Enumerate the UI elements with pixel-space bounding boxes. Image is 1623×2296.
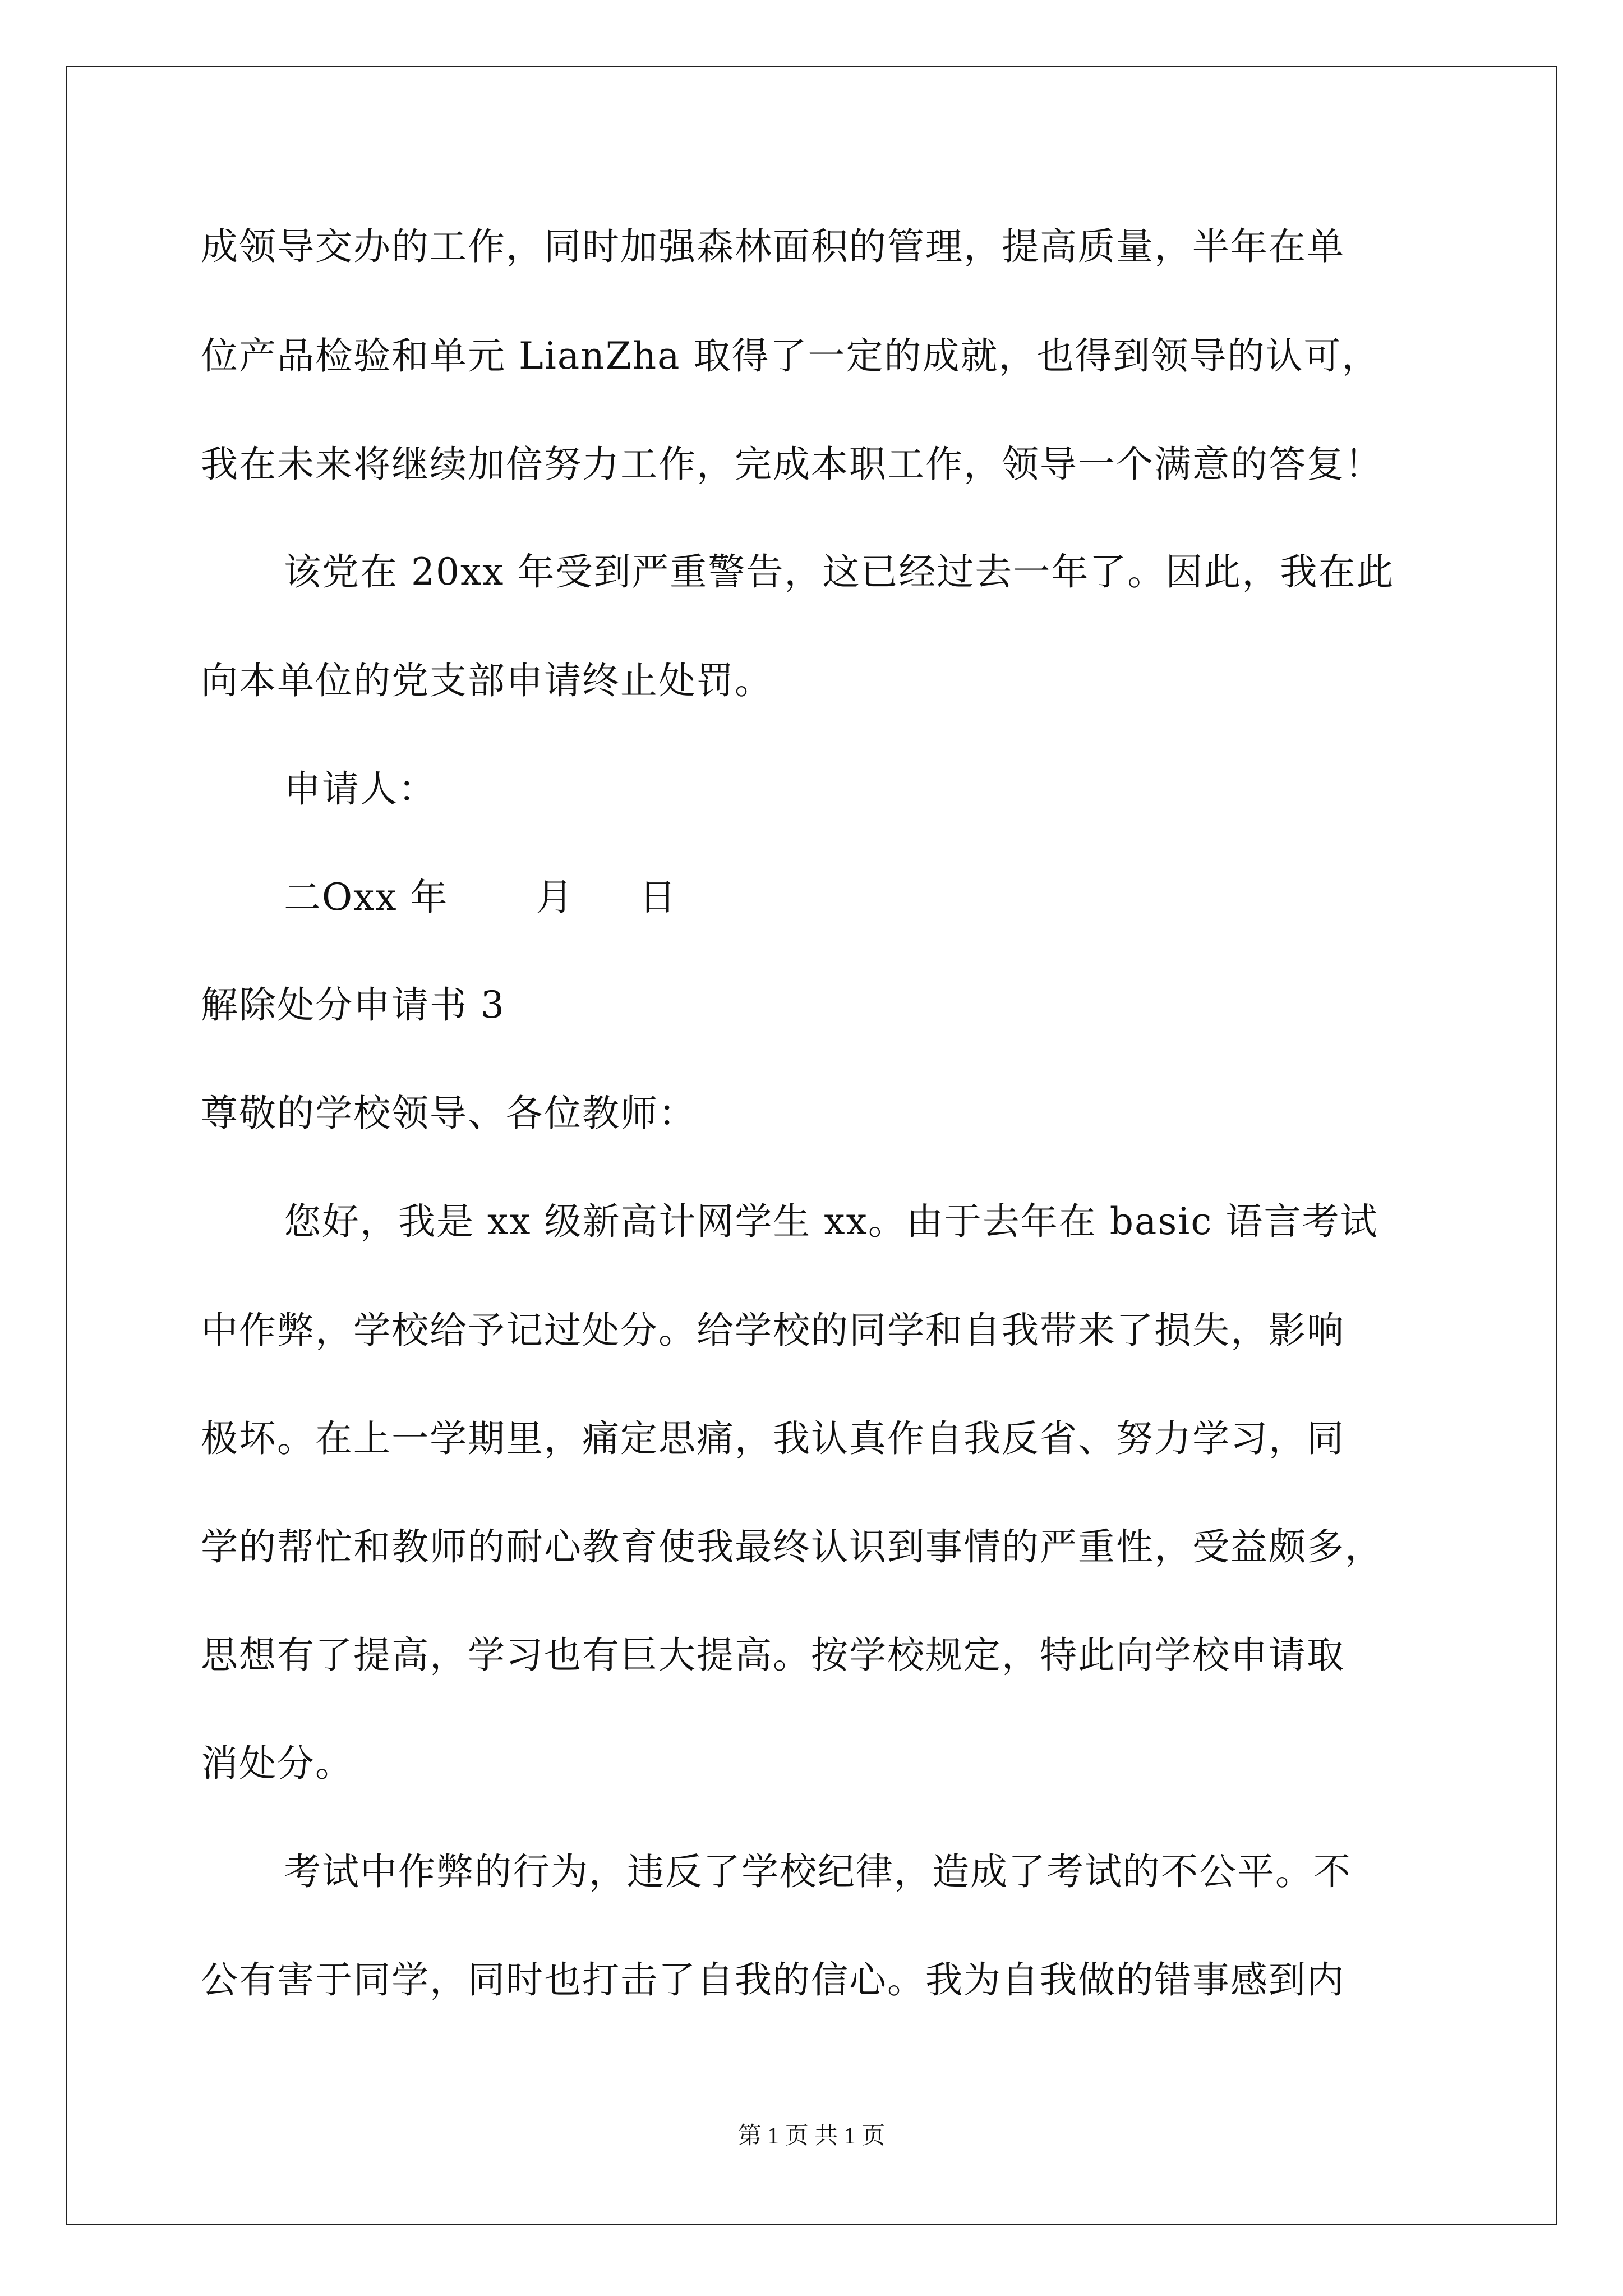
- date-year: 二Oxx 年: [284, 876, 449, 919]
- date-day: 日: [639, 876, 677, 919]
- body-line: 中作弊，学校给予记过处分。给学校的同学和自我带来了损失，影响: [201, 1309, 1345, 1352]
- body-line: 您好，我是 xx 级新高计网学生 xx。由于去年在 basic 语言考试: [284, 1200, 1378, 1243]
- date-line: [284, 875, 677, 920]
- body-line: 极坏。在上一学期里，痛定思痛，我认真作自我反省、努力学习，同: [201, 1417, 1345, 1460]
- body-line: 位产品检验和单元 LianZha 取得了一定的成就，也得到领导的认可，: [201, 334, 1380, 378]
- applicant-label: 申请人：: [284, 767, 436, 811]
- body-line: 我在未来将继续加倍努力工作，完成本职工作，领导一个满意的答复！: [201, 443, 1383, 486]
- body-line: 思想有了提高，学习也有巨大提高。按学校规定，特此向学校申请取: [201, 1634, 1345, 1677]
- body-line: 消处分。: [201, 1742, 353, 1785]
- page-border: [66, 66, 1557, 2225]
- section-heading: 解除处分申请书 3: [201, 983, 505, 1027]
- page-footer: 第 1 页 共 1 页: [737, 2123, 886, 2149]
- salutation: 尊敬的学校领导、各位教师：: [201, 1092, 697, 1135]
- body-line: 考试中作弊的行为，违反了学校纪律，造成了考试的不公平。不: [284, 1850, 1352, 1893]
- date-month: 月: [536, 876, 574, 919]
- body-line: 该党在 20xx 年受到严重警告，这已经过去一年了。因此，我在此: [284, 550, 1395, 593]
- body-line: 公有害于同学，同时也打击了自我的信心。我为自我做的错事感到内: [201, 1958, 1345, 2001]
- body-line: 向本单位的党支部申请终止处罚。: [201, 659, 773, 702]
- body-line: 学的帮忙和教师的耐心教育使我最终认识到事情的严重性，受益颇多，: [201, 1525, 1383, 1568]
- body-line: 成领导交办的工作，同时加强森林面积的管理，提高质量，半年在单: [201, 225, 1345, 268]
